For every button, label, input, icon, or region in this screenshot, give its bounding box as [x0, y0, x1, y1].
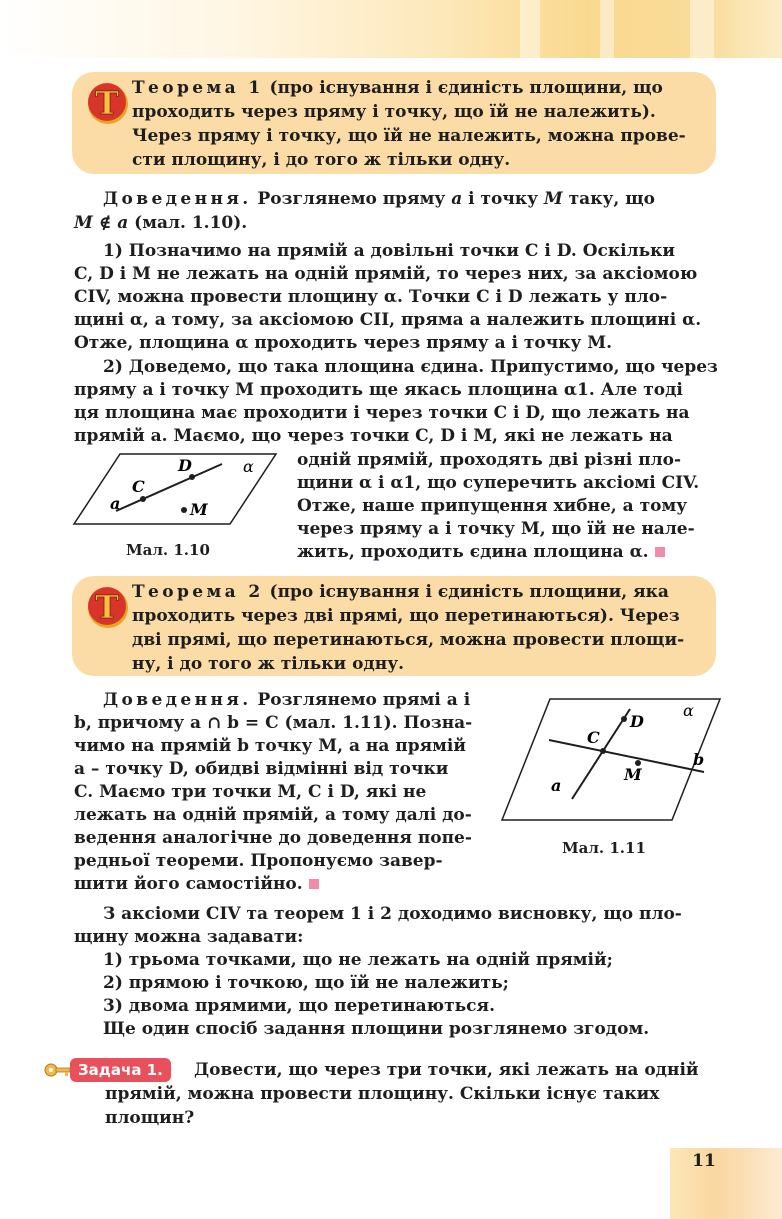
proof-1-l1-b: і точку: [462, 189, 544, 209]
proof-2-line-7: ведення аналогічне до доведення попе-: [74, 828, 472, 848]
theorem-2-line-3: дві прямі, що перетинаються, можна провести площи-: [132, 630, 685, 650]
proof-1-step2-line-2: пряму a і точку M проходить ще якась площина α1. Але тоді: [74, 380, 683, 400]
point-C: [140, 496, 146, 502]
theorem-1-line-2: проходить через пряму і точку, що їй не належить).: [132, 102, 656, 122]
label-D: D: [178, 456, 192, 475]
conclusion-item-2: 2) прямою і точкою, що їй не належить;: [103, 973, 509, 993]
theorem-1-line-1-rest: (про існування і єдиність площини, що: [263, 78, 663, 98]
proof-1-step2-wrap-1: одній прямій, проходять дві різні пло-: [297, 450, 682, 470]
figure-1-11: [496, 694, 724, 826]
task-line-2: прямій, можна провести площину. Скільки існує таких: [105, 1084, 660, 1104]
proof-1-step2-wrap-5: [297, 541, 665, 563]
theorem-1-line-3: Через пряму і точку, що їй не належить, можна прове-: [132, 126, 686, 146]
proof-2-line-9: [74, 873, 319, 895]
conclusion-item-1: 1) трьома точками, що не лежать на одній прямій;: [103, 950, 613, 970]
proof-2-line-3: чимо на прямій b точку M, а на прямій: [74, 736, 466, 756]
theorem-2-line-1-rest: (про існування і єдиність площини, яка: [263, 582, 669, 602]
theorem-2-line-4: ну, і до того ж тільки одну.: [132, 654, 404, 674]
proof-1-step2-wrap-3: Отже, наше припущення хибне, а тому: [297, 496, 688, 516]
theorem-1-heading: Теорема 1: [132, 78, 264, 98]
proof-end-mark: [309, 879, 319, 889]
proof-2-line-1-rest: Розглянемо прямі a і: [251, 690, 471, 710]
proof-1-line-2: [74, 212, 247, 234]
page-number: 11: [692, 1151, 716, 1171]
task-line-3: площин?: [105, 1108, 195, 1128]
proof-1-l1-a: Розглянемо пряму: [251, 189, 452, 209]
proof-1-l1-c: таку, що: [562, 189, 655, 209]
page-number-box: [670, 1148, 782, 1219]
point-D: [621, 716, 627, 722]
proof-1-step1-line-4: щині α, а тому, за аксіомою CII, пряма a належить площині α.: [74, 310, 702, 330]
proof-1-step2-line-4: прямій a. Маємо, що через точки C, D і M, які не лежать на: [74, 426, 673, 446]
conclusion-line-1: З аксіоми CIV та теорем 1 і 2 доходимо висновку, що пло-: [103, 904, 682, 924]
label-a: a: [110, 494, 121, 513]
label-a: a: [551, 776, 562, 795]
theorem-1-badge-letter: T: [95, 84, 119, 122]
theorem-2-line-2-a: проходить через дві прямі, що перетинаються).: [132, 606, 614, 626]
label-D: D: [630, 712, 644, 731]
proof-2-line-4: a – точку D, обидві відмінні від точки: [74, 759, 449, 779]
label-C: C: [132, 477, 145, 496]
proof-1-heading: Доведення.: [103, 189, 252, 209]
figure-1-10: [70, 448, 280, 530]
task-label: Задача 1.: [70, 1058, 171, 1082]
figure-1-10-caption: Мал. 1.10: [126, 541, 210, 559]
theorem-badge-icon: [86, 80, 130, 126]
proof-1-step1-line-3: CIV, можна провести площину α. Точки C і D лежать у пло-: [74, 287, 668, 307]
theorem-2-heading: Теорема 2: [132, 582, 264, 602]
proof-2-heading: Доведення.: [103, 690, 252, 710]
theorem-2-line-1: [132, 581, 669, 603]
task-line-1: Довести, що через три точки, які лежать на одній: [194, 1060, 699, 1080]
theorem-badge-icon: [86, 584, 130, 630]
proof-1-expr: M ∉ a: [74, 213, 129, 233]
proof-2-line-1: [103, 689, 470, 711]
proof-1-step1-line-5: Отже, площина α проходить через пряму a і точку M.: [74, 333, 613, 353]
proof-1-step2-line-3: ця площина має проходити і через точки C і D, що лежать на: [74, 403, 690, 423]
conclusion-line-last: Ще один спосіб задання площини розглянемо згодом.: [103, 1019, 650, 1039]
top-decorative-band: [0, 0, 782, 58]
label-M: M: [624, 765, 642, 784]
proof-2-line-9-text: шити його самостійно.: [74, 874, 303, 894]
proof-2-line-2: b, причому a ∩ b = C (мал. 1.11). Позна-: [74, 713, 473, 733]
conclusion-line-2: щину можна задавати:: [74, 927, 304, 947]
proof-end-mark: [655, 547, 665, 557]
proof-2-line-8: редньої теореми. Пропонуємо завер-: [74, 851, 443, 871]
label-C: C: [587, 728, 600, 747]
proof-1-step1-line-1: 1) Позначимо на прямій a довільні точки C і D. Оскільки: [103, 241, 676, 261]
theorem-1-line-1: [132, 77, 663, 99]
point-M: [181, 507, 187, 513]
proof-1-var-M: M: [543, 189, 563, 209]
label-alpha: α: [683, 701, 694, 720]
proof-2-line-6: лежать на одній прямій, а тому далі до-: [74, 805, 472, 825]
proof-1-step2-line-1: 2) Доведемо, що така площина єдина. Припустимо, що через: [103, 357, 718, 377]
proof-1-step2-wrap-4: через пряму a і точку M, що їй не нале-: [297, 519, 695, 539]
proof-1-step1-line-2: C, D і M не лежать на одній прямій, то через них, за аксіомою: [74, 264, 698, 284]
label-b: b: [693, 750, 705, 769]
theorem-2-line-2: [132, 605, 680, 627]
label-M: M: [190, 500, 208, 519]
label-alpha: α: [243, 457, 254, 476]
figure-1-11-caption: Мал. 1.11: [562, 839, 646, 857]
proof-1-step2-wrap-5-text: жить, проходить єдина площина α.: [297, 542, 649, 562]
point-C: [600, 748, 606, 754]
theorem-2-badge-letter: T: [95, 588, 119, 626]
proof-1-step2-wrap-2: щини α і α1, що суперечить аксіомі CIV.: [297, 473, 700, 493]
proof-1-l2-rest: (мал. 1.10).: [128, 213, 248, 233]
proof-1-line-1: [103, 188, 655, 210]
theorem-1-line-4: сти площину, і до того ж тільки одну.: [132, 150, 511, 170]
proof-1-var-a: a: [451, 189, 463, 209]
proof-2-line-5: C. Маємо три точки M, C і D, які не: [74, 782, 427, 802]
conclusion-item-3: 3) двома прямими, що перетинаються.: [103, 996, 495, 1016]
theorem-2-line-2-b: Через: [613, 606, 680, 626]
